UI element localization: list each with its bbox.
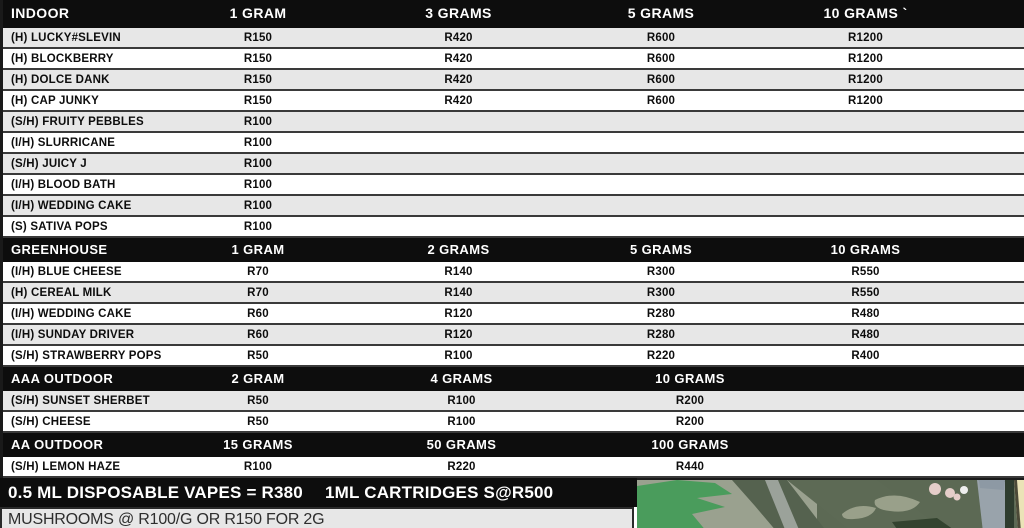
column-header: 5 GRAMS [627, 5, 695, 21]
price-cell: R1200 [848, 52, 883, 65]
table-row [3, 262, 1024, 283]
price-cell: R100 [243, 115, 273, 128]
price-cell: R120 [444, 328, 473, 341]
price-cell: R600 [646, 52, 676, 65]
price-cell: R150 [243, 94, 273, 107]
mushrooms-price-line: MUSHROOMS @ R100/G OR R150 FOR 2G [0, 507, 634, 528]
strain-name: (I/H) WEDDING CAKE [11, 307, 132, 320]
price-cell: R100 [243, 460, 273, 473]
price-cell: R200 [675, 415, 705, 428]
price-cell: R120 [444, 307, 473, 320]
strain-name: (H) LUCKY#SLEVIN [11, 31, 121, 44]
table-row [3, 325, 1024, 346]
section-title: INDOOR [11, 5, 70, 21]
price-cell: R100 [243, 220, 273, 233]
table-row [3, 133, 1024, 154]
table-row [3, 391, 1024, 412]
price-cell: R70 [247, 286, 269, 299]
price-cell: R300 [646, 286, 676, 299]
column-header: 10 GRAMS [655, 370, 725, 386]
price-cell: R60 [247, 328, 269, 341]
price-cell: R1200 [848, 94, 883, 107]
table-row [3, 154, 1024, 175]
camo-pattern-graphic [637, 480, 1024, 528]
column-header: 10 GRAMS ` [823, 5, 908, 21]
section-header [3, 0, 1024, 28]
price-cell: R280 [646, 307, 676, 320]
price-cell: R600 [646, 94, 676, 107]
table-row [3, 28, 1024, 49]
strain-name: (H) BLOCKBERRY [11, 52, 114, 65]
table-row [3, 283, 1024, 304]
price-cell: R200 [675, 394, 705, 407]
price-cell: R100 [243, 157, 273, 170]
price-cell: R140 [444, 286, 473, 299]
camo-pattern-photo [637, 478, 1024, 528]
price-cell: R1200 [848, 31, 883, 44]
strain-name: (I/H) BLUE CHEESE [11, 265, 122, 278]
price-cell: R150 [243, 31, 273, 44]
footer-area [0, 478, 1024, 528]
price-cell: R420 [444, 31, 473, 44]
column-header: 100 GRAMS [651, 436, 729, 452]
price-cell: R550 [851, 286, 880, 299]
price-cell: R100 [243, 199, 273, 212]
section-title: AA OUTDOOR [11, 436, 104, 452]
strain-name: (S/H) CHEESE [11, 415, 91, 428]
section-title: GREENHOUSE [11, 241, 108, 257]
table-row [3, 70, 1024, 91]
price-cell: R220 [447, 460, 476, 473]
strain-name: (S/H) STRAWBERRY POPS [11, 349, 162, 362]
table-row [3, 304, 1024, 325]
strain-name: (S/H) SUNSET SHERBET [11, 394, 150, 407]
strain-name: (I/H) SLURRICANE [11, 136, 116, 149]
table-row [3, 457, 1024, 478]
price-cell: R420 [444, 73, 473, 86]
strain-name: (I/H) WEDDING CAKE [11, 199, 132, 212]
column-header: 1 GRAM [231, 241, 285, 257]
price-cell: R100 [243, 178, 273, 191]
table-row [3, 196, 1024, 217]
price-cell: R100 [243, 136, 273, 149]
price-cell: R1200 [848, 73, 883, 86]
price-cell: R420 [444, 94, 473, 107]
cartridges-price: 1ML CARTRIDGES S@R500 [325, 483, 554, 502]
column-header: 5 GRAMS [629, 241, 693, 257]
price-cell: R60 [247, 307, 269, 320]
price-cell: R220 [646, 349, 676, 362]
strain-name: (S/H) FRUITY PEBBLES [11, 115, 144, 128]
table-row [3, 112, 1024, 133]
column-header: 2 GRAMS [427, 241, 490, 257]
strain-name: (S/H) JUICY J [11, 157, 87, 170]
table-row [3, 412, 1024, 433]
strain-name: (H) CEREAL MILK [11, 286, 112, 299]
price-cell: R480 [851, 328, 880, 341]
price-cell: R400 [851, 349, 880, 362]
price-cell: R420 [444, 52, 473, 65]
strain-name: (H) CAP JUNKY [11, 94, 100, 107]
table-row [3, 217, 1024, 238]
price-cell: R480 [851, 307, 880, 320]
column-header: 1 GRAM [229, 5, 287, 21]
section-header [3, 367, 1024, 391]
table-row [3, 175, 1024, 196]
price-cell: R280 [646, 328, 676, 341]
price-cell: R440 [675, 460, 705, 473]
price-cell: R100 [447, 415, 476, 428]
price-cell: R150 [243, 52, 273, 65]
strain-name: (H) DOLCE DANK [11, 73, 110, 86]
column-header: 4 GRAMS [430, 370, 493, 386]
table-row [3, 346, 1024, 367]
column-header: 10 GRAMS [830, 241, 901, 257]
column-header: 2 GRAM [231, 370, 285, 386]
section-title: AAA OUTDOOR [11, 370, 114, 386]
strain-name: (S/H) LEMON HAZE [11, 460, 121, 473]
price-cell: R550 [851, 265, 880, 278]
disposable-vapes-price: 0.5 ML DISPOSABLE VAPES = R380 [8, 483, 303, 502]
price-cell: R600 [646, 73, 676, 86]
strain-name: (S) SATIVA POPS [11, 220, 108, 233]
table-row [3, 91, 1024, 112]
strain-name: (I/H) SUNDAY DRIVER [11, 328, 135, 341]
table-row [3, 49, 1024, 70]
price-cell: R150 [243, 73, 273, 86]
price-cell: R50 [247, 415, 269, 428]
column-header: 3 GRAMS [425, 5, 492, 21]
price-cell: R70 [247, 265, 269, 278]
price-cell: R50 [247, 349, 269, 362]
section-header [3, 433, 1024, 457]
price-cell: R600 [646, 31, 676, 44]
column-header: 50 GRAMS [426, 436, 497, 452]
price-cell: R50 [247, 394, 269, 407]
price-cell: R100 [447, 394, 476, 407]
price-cell: R300 [646, 265, 676, 278]
price-cell: R100 [444, 349, 473, 362]
section-header [3, 238, 1024, 262]
strain-name: (I/H) BLOOD BATH [11, 178, 116, 191]
column-header: 15 GRAMS [223, 436, 293, 452]
price-cell: R140 [444, 265, 473, 278]
